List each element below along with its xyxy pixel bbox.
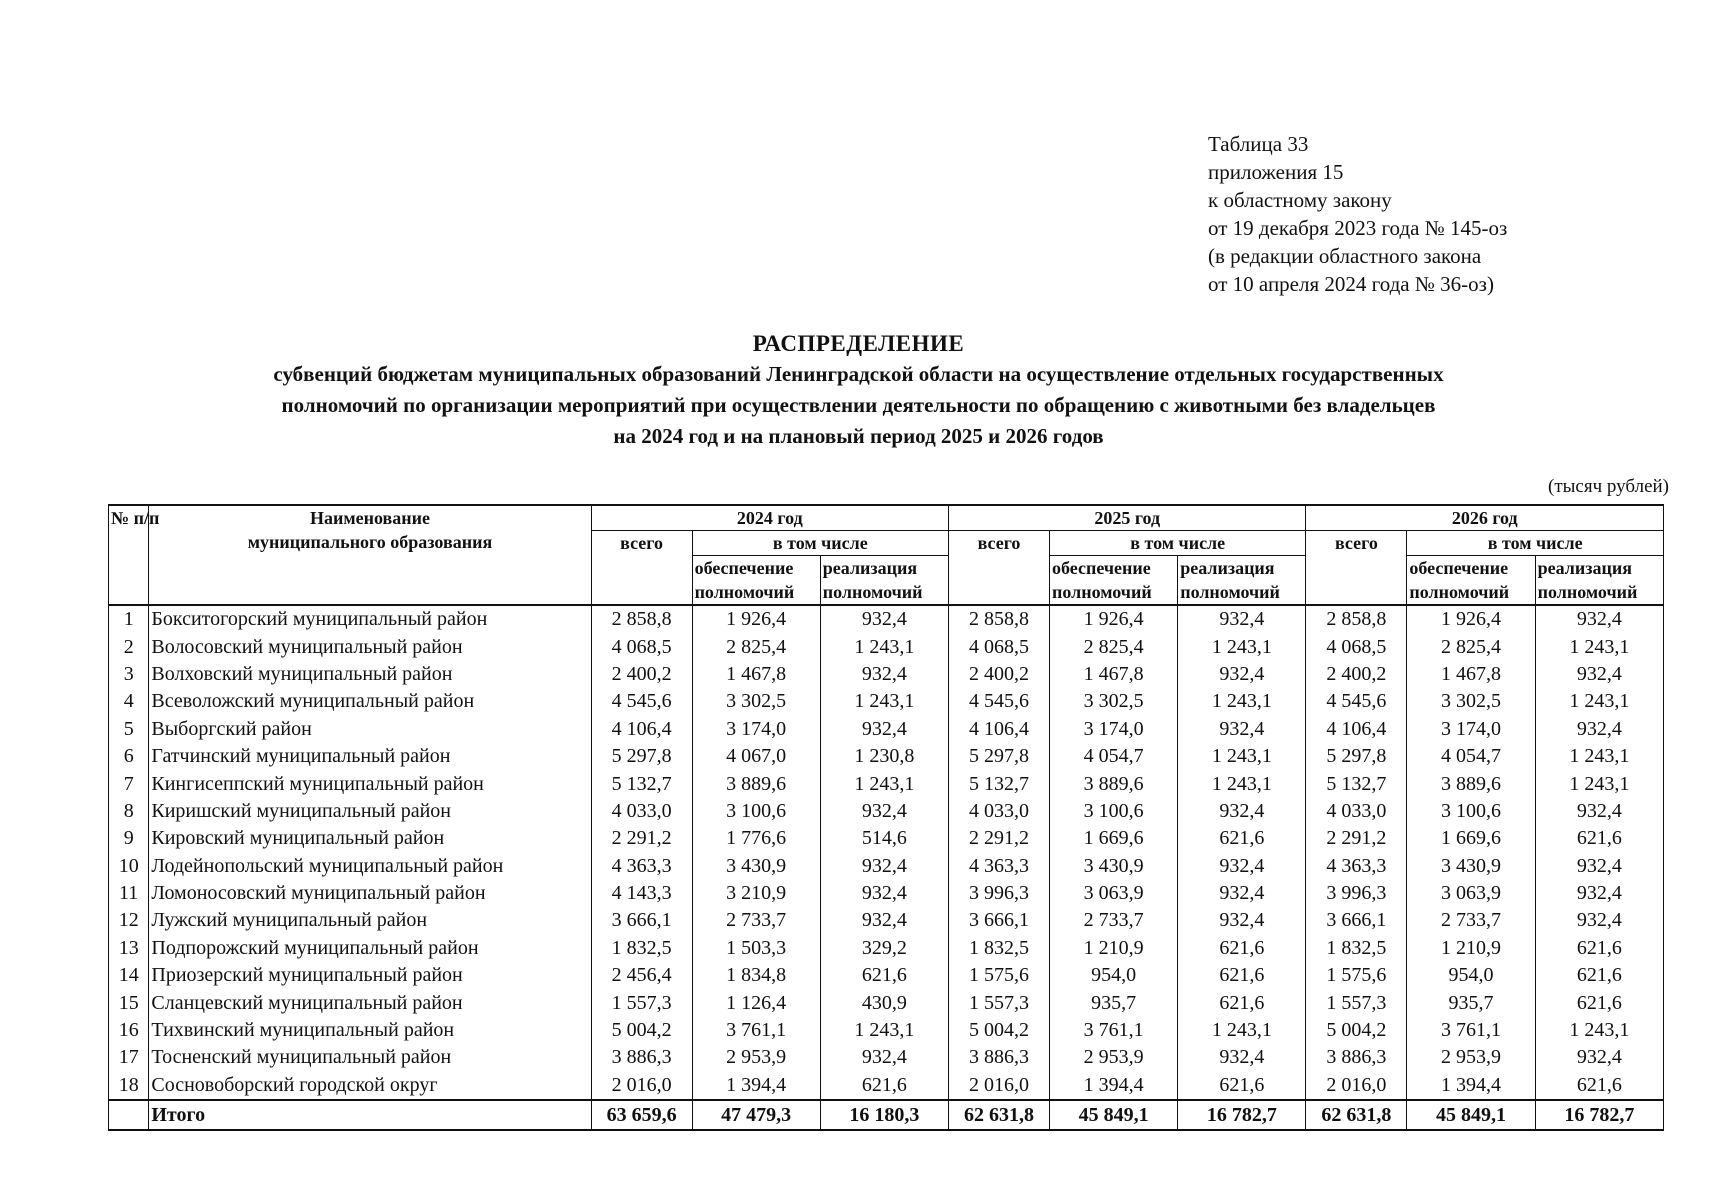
value-cell: 2 291,2 (1306, 825, 1407, 852)
value-cell: 2 291,2 (591, 825, 692, 852)
value-cell: 4 033,0 (949, 798, 1050, 825)
value-cell: 4 143,3 (591, 880, 692, 907)
value-cell: 1 243,1 (820, 1017, 948, 1044)
value-cell: 1 243,1 (1535, 633, 1663, 660)
total-value-cell: 45 849,1 (1407, 1100, 1535, 1130)
total-value-cell: 62 631,8 (1306, 1100, 1407, 1130)
row-number: 15 (109, 989, 149, 1016)
value-cell: 3 430,9 (1049, 853, 1177, 880)
value-cell: 5 132,7 (591, 770, 692, 797)
total-value-cell: 45 849,1 (1049, 1100, 1177, 1130)
value-cell: 4 033,0 (1306, 798, 1407, 825)
value-cell: 2 953,9 (1407, 1044, 1535, 1071)
value-cell: 932,4 (1178, 1044, 1306, 1071)
total-num-empty (109, 1100, 149, 1130)
value-cell: 932,4 (820, 605, 948, 633)
value-cell: 621,6 (1535, 825, 1663, 852)
value-cell: 1 243,1 (1178, 1017, 1306, 1044)
value-cell: 932,4 (1535, 880, 1663, 907)
row-number: 12 (109, 907, 149, 934)
table-row (109, 661, 1664, 688)
value-cell: 3 666,1 (949, 907, 1050, 934)
value-cell: 3 430,9 (1407, 853, 1535, 880)
value-cell: 1 243,1 (820, 688, 948, 715)
table-row (109, 907, 1664, 934)
value-cell: 1 575,6 (1306, 962, 1407, 989)
header-including: в том числе (1049, 531, 1305, 556)
total-label: Итого (149, 1100, 591, 1130)
municipality-name: Лужский муниципальный район (149, 907, 591, 934)
value-cell: 1 669,6 (1407, 825, 1535, 852)
value-cell: 5 004,2 (949, 1017, 1050, 1044)
value-cell: 621,6 (1178, 962, 1306, 989)
header-year-2025: 2025 год (949, 505, 1306, 531)
value-cell: 5 132,7 (949, 770, 1050, 797)
note-line: Таблица 33 (1208, 132, 1309, 156)
value-cell: 3 430,9 (692, 853, 820, 880)
value-cell: 1 243,1 (1535, 1017, 1663, 1044)
value-cell: 4 106,4 (949, 716, 1050, 743)
note-line: от 10 апреля 2024 года № 36-оз) (1208, 272, 1494, 296)
value-cell: 1 394,4 (1407, 1072, 1535, 1100)
value-cell: 1 243,1 (1178, 633, 1306, 660)
value-cell: 932,4 (1178, 880, 1306, 907)
municipality-name: Подпорожский муниципальный район (149, 935, 591, 962)
title-line: полномочий по организации мероприятий при осуществлении деятельности по обращению с животными без владельцев (281, 393, 1436, 417)
value-cell: 2 858,8 (1306, 605, 1407, 633)
value-cell: 1 467,8 (1049, 661, 1177, 688)
value-cell: 1 503,3 (692, 935, 820, 962)
title-line: на 2024 год и на плановый период 2025 и 2026 годов (613, 424, 1104, 448)
value-cell: 5 297,8 (591, 743, 692, 770)
value-cell: 3 996,3 (1306, 880, 1407, 907)
value-cell: 4 363,3 (1306, 853, 1407, 880)
value-cell: 932,4 (1178, 907, 1306, 934)
value-cell: 932,4 (1178, 798, 1306, 825)
value-cell: 2 400,2 (1306, 661, 1407, 688)
total-value-cell: 63 659,6 (591, 1100, 692, 1130)
value-cell: 1 467,8 (692, 661, 820, 688)
value-cell: 1 394,4 (692, 1072, 820, 1100)
header-sub-provision: обеспечение полномочий (1049, 556, 1177, 606)
value-cell: 932,4 (1535, 605, 1663, 633)
value-cell: 2 291,2 (949, 825, 1050, 852)
value-cell: 932,4 (1535, 798, 1663, 825)
value-cell: 621,6 (1178, 825, 1306, 852)
value-cell: 4 545,6 (1306, 688, 1407, 715)
value-cell: 3 100,6 (692, 798, 820, 825)
value-cell: 4 363,3 (949, 853, 1050, 880)
value-cell: 935,7 (1407, 989, 1535, 1016)
municipality-name: Волосовский муниципальный район (149, 633, 591, 660)
table-row (109, 880, 1664, 907)
value-cell: 954,0 (1049, 962, 1177, 989)
value-cell: 932,4 (820, 853, 948, 880)
appendix-note (1208, 130, 1507, 298)
value-cell: 4 545,6 (949, 688, 1050, 715)
table-row (109, 770, 1664, 797)
note-line: от 19 декабря 2023 года № 145-оз (1208, 216, 1508, 240)
table-row (109, 1072, 1664, 1100)
row-number: 10 (109, 853, 149, 880)
value-cell: 3 761,1 (1049, 1017, 1177, 1044)
table-row (109, 989, 1664, 1016)
table-row (109, 633, 1664, 660)
value-cell: 1 557,3 (949, 989, 1050, 1016)
value-cell: 430,9 (820, 989, 948, 1016)
header-sub-implementation: реализация полномочий (820, 556, 948, 606)
value-cell: 621,6 (1535, 935, 1663, 962)
row-number: 1 (109, 605, 149, 633)
note-line: приложения 15 (1208, 160, 1344, 184)
value-cell: 1 557,3 (591, 989, 692, 1016)
row-number: 6 (109, 743, 149, 770)
value-cell: 1 832,5 (1306, 935, 1407, 962)
value-cell: 4 545,6 (591, 688, 692, 715)
table-row (109, 688, 1664, 715)
total-value-cell: 62 631,8 (949, 1100, 1050, 1130)
value-cell: 2 733,7 (1049, 907, 1177, 934)
value-cell: 4 054,7 (1407, 743, 1535, 770)
row-number: 8 (109, 798, 149, 825)
value-cell: 4 067,0 (692, 743, 820, 770)
value-cell: 1 669,6 (1049, 825, 1177, 852)
total-value-cell: 16 180,3 (820, 1100, 948, 1130)
value-cell: 5 297,8 (1306, 743, 1407, 770)
value-cell: 2 953,9 (1049, 1044, 1177, 1071)
value-cell: 1 243,1 (820, 770, 948, 797)
value-cell: 3 174,0 (1049, 716, 1177, 743)
value-cell: 1 230,8 (820, 743, 948, 770)
value-cell: 1 210,9 (1049, 935, 1177, 962)
row-number: 9 (109, 825, 149, 852)
value-cell: 932,4 (820, 880, 948, 907)
value-cell: 1 832,5 (949, 935, 1050, 962)
value-cell: 1 243,1 (1178, 688, 1306, 715)
table-row (109, 716, 1664, 743)
value-cell: 3 889,6 (1049, 770, 1177, 797)
document-title (0, 328, 1717, 452)
value-cell: 1 243,1 (1178, 743, 1306, 770)
value-cell: 2 400,2 (949, 661, 1050, 688)
table-row (109, 962, 1664, 989)
units-label: (тысяч рублей) (1548, 476, 1669, 497)
value-cell: 1 243,1 (1535, 770, 1663, 797)
note-line: к областному закону (1208, 188, 1392, 212)
value-cell: 932,4 (820, 661, 948, 688)
municipality-name: Бокситогорский муниципальный район (149, 605, 591, 633)
value-cell: 1 926,4 (1407, 605, 1535, 633)
value-cell: 514,6 (820, 825, 948, 852)
value-cell: 932,4 (1178, 605, 1306, 633)
value-cell: 5 004,2 (1306, 1017, 1407, 1044)
value-cell: 1 834,8 (692, 962, 820, 989)
value-cell: 3 174,0 (1407, 716, 1535, 743)
municipality-name: Гатчинский муниципальный район (149, 743, 591, 770)
value-cell: 1 575,6 (949, 962, 1050, 989)
title-main: РАСПРЕДЕЛЕНИЕ (752, 331, 965, 356)
value-cell: 2 825,4 (1049, 633, 1177, 660)
header-year-2026: 2026 год (1306, 505, 1664, 531)
value-cell: 3 666,1 (1306, 907, 1407, 934)
row-number: 2 (109, 633, 149, 660)
value-cell: 2 400,2 (591, 661, 692, 688)
value-cell: 3 996,3 (949, 880, 1050, 907)
value-cell: 954,0 (1407, 962, 1535, 989)
row-number: 11 (109, 880, 149, 907)
value-cell: 621,6 (1178, 989, 1306, 1016)
value-cell: 932,4 (820, 907, 948, 934)
value-cell: 2 858,8 (591, 605, 692, 633)
value-cell: 5 297,8 (949, 743, 1050, 770)
note-line: (в редакции областного закона (1208, 244, 1482, 268)
municipality-name: Ломоносовский муниципальный район (149, 880, 591, 907)
table-body (109, 605, 1664, 1130)
value-cell: 1 394,4 (1049, 1072, 1177, 1100)
value-cell: 3 302,5 (692, 688, 820, 715)
municipality-name: Тосненский муниципальный район (149, 1044, 591, 1071)
value-cell: 3 100,6 (1049, 798, 1177, 825)
value-cell: 2 016,0 (591, 1072, 692, 1100)
value-cell: 932,4 (820, 798, 948, 825)
value-cell: 3 063,9 (1049, 880, 1177, 907)
header-total: всего (1306, 531, 1407, 606)
distribution-table (108, 504, 1664, 1131)
value-cell: 1 926,4 (1049, 605, 1177, 633)
value-cell: 621,6 (1535, 1072, 1663, 1100)
row-number: 5 (109, 716, 149, 743)
value-cell: 3 889,6 (692, 770, 820, 797)
municipality-name: Приозерский муниципальный район (149, 962, 591, 989)
value-cell: 2 016,0 (949, 1072, 1050, 1100)
value-cell: 3 100,6 (1407, 798, 1535, 825)
municipality-name: Сосновоборский городской округ (149, 1072, 591, 1100)
value-cell: 5 132,7 (1306, 770, 1407, 797)
header-sub-implementation: реализация полномочий (1178, 556, 1306, 606)
municipality-name: Лодейнопольский муниципальный район (149, 853, 591, 880)
header-total: всего (949, 531, 1050, 606)
row-number: 7 (109, 770, 149, 797)
table-row (109, 1017, 1664, 1044)
header-sub-provision: обеспечение полномочий (1407, 556, 1535, 606)
value-cell: 621,6 (1535, 989, 1663, 1016)
value-cell: 3 302,5 (1407, 688, 1535, 715)
value-cell: 4 054,7 (1049, 743, 1177, 770)
value-cell: 1 243,1 (1178, 770, 1306, 797)
table-row (109, 1044, 1664, 1071)
header-sub-implementation: реализация полномочий (1535, 556, 1663, 606)
total-row (109, 1100, 1664, 1130)
value-cell: 3 666,1 (591, 907, 692, 934)
value-cell: 621,6 (1178, 1072, 1306, 1100)
value-cell: 3 886,3 (949, 1044, 1050, 1071)
row-number: 17 (109, 1044, 149, 1071)
row-number: 16 (109, 1017, 149, 1044)
value-cell: 4 363,3 (591, 853, 692, 880)
header-including: в том числе (1407, 531, 1664, 556)
value-cell: 2 733,7 (692, 907, 820, 934)
value-cell: 621,6 (820, 1072, 948, 1100)
header-total: всего (591, 531, 692, 606)
value-cell: 3 761,1 (1407, 1017, 1535, 1044)
table-row (109, 935, 1664, 962)
value-cell: 2 825,4 (1407, 633, 1535, 660)
row-number: 14 (109, 962, 149, 989)
value-cell: 3 210,9 (692, 880, 820, 907)
row-number: 18 (109, 1072, 149, 1100)
table-row (109, 825, 1664, 852)
value-cell: 4 068,5 (1306, 633, 1407, 660)
value-cell: 2 733,7 (1407, 907, 1535, 934)
value-cell: 1 557,3 (1306, 989, 1407, 1016)
value-cell: 932,4 (1178, 661, 1306, 688)
value-cell: 1 243,1 (1535, 688, 1663, 715)
row-number: 13 (109, 935, 149, 962)
value-cell: 932,4 (820, 1044, 948, 1071)
value-cell: 4 106,4 (591, 716, 692, 743)
value-cell: 932,4 (1535, 1044, 1663, 1071)
value-cell: 3 889,6 (1407, 770, 1535, 797)
value-cell: 932,4 (1178, 853, 1306, 880)
title-line: субвенций бюджетам муниципальных образований Ленинградской области на осуществление отдельных государственных (273, 362, 1444, 386)
value-cell: 3 063,9 (1407, 880, 1535, 907)
value-cell: 3 886,3 (1306, 1044, 1407, 1071)
value-cell: 4 106,4 (1306, 716, 1407, 743)
value-cell: 621,6 (1178, 935, 1306, 962)
municipality-name: Кировский муниципальный район (149, 825, 591, 852)
value-cell: 621,6 (1535, 962, 1663, 989)
value-cell: 932,4 (1178, 716, 1306, 743)
value-cell: 1 210,9 (1407, 935, 1535, 962)
value-cell: 2 016,0 (1306, 1072, 1407, 1100)
value-cell: 2 456,4 (591, 962, 692, 989)
value-cell: 932,4 (1535, 907, 1663, 934)
value-cell: 4 033,0 (591, 798, 692, 825)
header-num: № п/п (109, 505, 149, 605)
value-cell: 932,4 (1535, 661, 1663, 688)
value-cell: 2 953,9 (692, 1044, 820, 1071)
header-name: Наименование муниципального образования (149, 505, 591, 605)
value-cell: 3 886,3 (591, 1044, 692, 1071)
header-sub-provision: обеспечение полномочий (692, 556, 820, 606)
row-number: 4 (109, 688, 149, 715)
municipality-name: Сланцевский муниципальный район (149, 989, 591, 1016)
value-cell: 1 467,8 (1407, 661, 1535, 688)
value-cell: 1 243,1 (820, 633, 948, 660)
value-cell: 3 302,5 (1049, 688, 1177, 715)
value-cell: 3 761,1 (692, 1017, 820, 1044)
value-cell: 2 858,8 (949, 605, 1050, 633)
municipality-name: Выборгский район (149, 716, 591, 743)
value-cell: 932,4 (1535, 853, 1663, 880)
value-cell: 935,7 (1049, 989, 1177, 1016)
value-cell: 1 832,5 (591, 935, 692, 962)
value-cell: 1 776,6 (692, 825, 820, 852)
table-row (109, 798, 1664, 825)
value-cell: 1 126,4 (692, 989, 820, 1016)
value-cell: 3 174,0 (692, 716, 820, 743)
value-cell: 329,2 (820, 935, 948, 962)
table-row (109, 853, 1664, 880)
total-value-cell: 47 479,3 (692, 1100, 820, 1130)
value-cell: 2 825,4 (692, 633, 820, 660)
header-year-2024: 2024 год (591, 505, 948, 531)
value-cell: 932,4 (820, 716, 948, 743)
value-cell: 4 068,5 (949, 633, 1050, 660)
municipality-name: Тихвинский муниципальный район (149, 1017, 591, 1044)
row-number: 3 (109, 661, 149, 688)
value-cell: 1 926,4 (692, 605, 820, 633)
total-value-cell: 16 782,7 (1178, 1100, 1306, 1130)
municipality-name: Кингисеппский муниципальный район (149, 770, 591, 797)
value-cell: 4 068,5 (591, 633, 692, 660)
value-cell: 1 243,1 (1535, 743, 1663, 770)
municipality-name: Волховский муниципальный район (149, 661, 591, 688)
value-cell: 5 004,2 (591, 1017, 692, 1044)
value-cell: 932,4 (1535, 716, 1663, 743)
municipality-name: Киришский муниципальный район (149, 798, 591, 825)
municipality-name: Всеволожский муниципальный район (149, 688, 591, 715)
header-including: в том числе (692, 531, 948, 556)
total-value-cell: 16 782,7 (1535, 1100, 1663, 1130)
table-row (109, 743, 1664, 770)
table-row (109, 605, 1664, 633)
value-cell: 621,6 (820, 962, 948, 989)
